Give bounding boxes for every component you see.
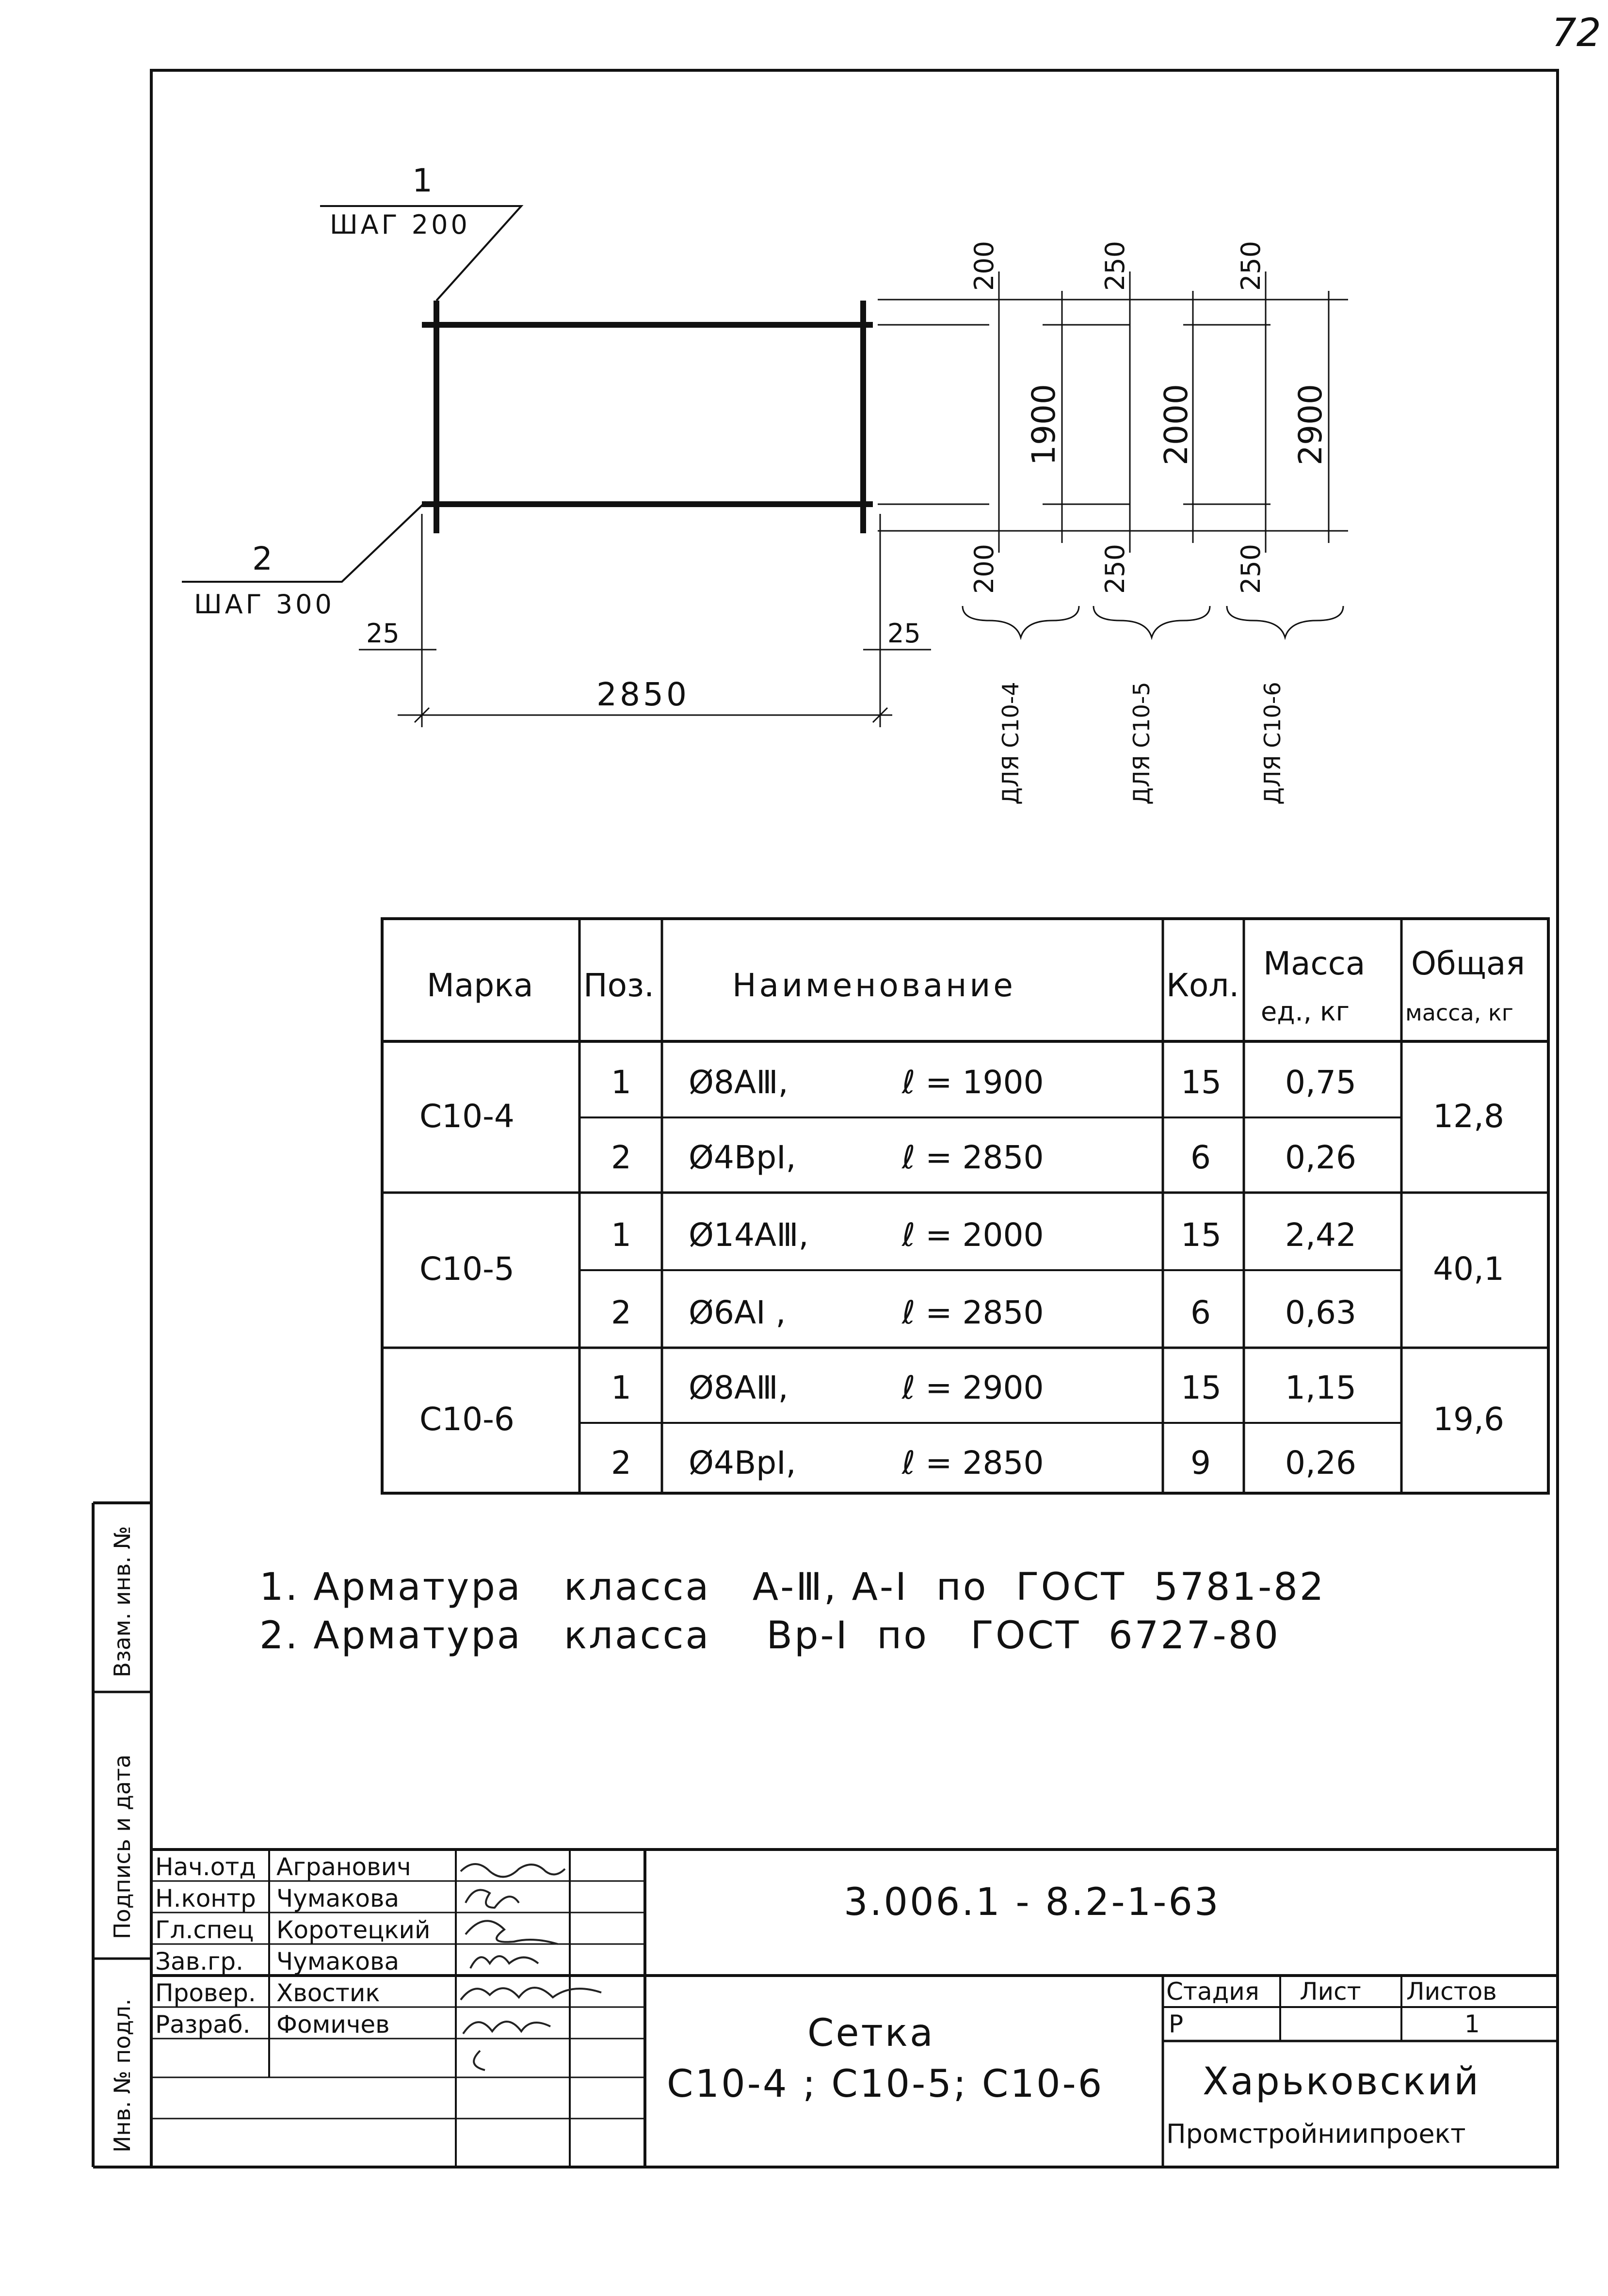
hdr-total-mass-2: масса, кг [1405, 1000, 1513, 1026]
bar2-pos: 2 [252, 540, 273, 577]
g1-r2-pos: 2 [611, 1139, 631, 1176]
g3-r2-pos: 2 [611, 1444, 631, 1482]
g3-r1-length: ℓ = 2900 [902, 1369, 1044, 1406]
title-line-1: Сетка [807, 2011, 935, 2055]
spec-table-grid [382, 919, 1548, 1493]
staff-name-1: Чумакова [276, 1884, 400, 1913]
v3-label: ДЛЯ С10-6 [1259, 682, 1286, 805]
v2-top: 250 [1100, 240, 1130, 291]
side-inv-orig: Инв. № подл. [109, 1998, 135, 2152]
bar1-pos: 1 [412, 162, 433, 199]
hdr-qty: Кол. [1166, 967, 1239, 1004]
org-line-1: Харьковский [1203, 2060, 1480, 2104]
g3-r1-qty: 15 [1181, 1369, 1222, 1406]
hdr-unit-mass-2: ед., кг [1261, 996, 1350, 1027]
hdr-pos: Поз. [583, 967, 655, 1004]
staff-name-4: Хвостик [276, 1979, 380, 2007]
g3-total: 19,6 [1433, 1401, 1504, 1438]
staff-role-2: Гл.спец [155, 1916, 254, 1944]
mesh-drawing [182, 206, 1348, 727]
g1-r1-name: Ø8АⅢ, [689, 1064, 788, 1101]
g2-r2-mass: 0,63 [1285, 1294, 1356, 1331]
note-2: 2. Арматура класса Вр-I по ГОСТ 6727-80 [259, 1614, 1280, 1658]
g2-r1-pos: 1 [611, 1216, 631, 1254]
g1-total: 12,8 [1433, 1098, 1504, 1135]
g1-r1-mass: 0,75 [1285, 1064, 1356, 1101]
v2-label: ДЛЯ С10-5 [1128, 682, 1155, 805]
staff-name-0: Агранович [276, 1853, 411, 1881]
staff-role-1: Н.контр [155, 1884, 256, 1913]
staff-role-0: Нач.отд [155, 1853, 256, 1881]
v3-mid: 2900 [1292, 384, 1329, 465]
v1-mid: 1900 [1025, 384, 1062, 465]
bar2-step: ШАГ 300 [194, 589, 335, 620]
bar1-step: ШАГ 200 [330, 209, 470, 240]
g2-r2-length: ℓ = 2850 [902, 1294, 1044, 1331]
sheets-value: 1 [1464, 2010, 1480, 2038]
g3-r2-name: Ø4ВрI, [689, 1444, 796, 1482]
g2-total: 40,1 [1433, 1250, 1504, 1288]
g1-r2-qty: 6 [1190, 1139, 1211, 1176]
g2-r1-mass: 2,42 [1285, 1216, 1356, 1254]
v1-label: ДЛЯ С10-4 [997, 682, 1024, 805]
g2-r1-qty: 15 [1181, 1216, 1222, 1254]
g3-r2-qty: 9 [1190, 1444, 1211, 1482]
dim-length: 2850 [596, 676, 690, 713]
g3-r1-name: Ø8АⅢ, [689, 1369, 788, 1406]
hdr-total-mass-1: Общая [1411, 945, 1525, 982]
v1-top: 200 [969, 240, 999, 291]
v2-bottom: 250 [1100, 543, 1130, 594]
side-sign-date: Подпись и дата [109, 1754, 135, 1939]
v3-top: 250 [1236, 240, 1266, 291]
sheet-label: Лист [1300, 1977, 1361, 2006]
v2-mid: 2000 [1158, 384, 1195, 465]
g1-r1-qty: 15 [1181, 1064, 1222, 1101]
g1-r1-pos: 1 [611, 1064, 631, 1101]
doc-code: 3.006.1 - 8.2-1-63 [844, 1881, 1221, 1924]
g3-r1-mass: 1,15 [1285, 1369, 1356, 1406]
side-replace-inv: Взам. инв. № [109, 1526, 135, 1677]
g2-r2-name: Ø6АI , [689, 1294, 786, 1331]
g2-r1-length: ℓ = 2000 [902, 1216, 1044, 1254]
staff-name-2: Коротецкий [276, 1916, 431, 1944]
hdr-unit-mass-1: Масса [1263, 945, 1366, 982]
note-1: 1. Арматура класса А-Ⅲ, А-I по ГОСТ 5781-82 [259, 1565, 1326, 1609]
v1-bottom: 200 [969, 543, 999, 594]
title-line-2: С10-4 ; С10-5; С10-6 [667, 2062, 1104, 2106]
g1-r2-mass: 0,26 [1285, 1139, 1356, 1176]
g3-mark: С10-6 [419, 1401, 515, 1438]
staff-name-5: Фомичев [276, 2010, 390, 2039]
page-number: 72 [1552, 10, 1601, 55]
g1-r2-name: Ø4ВрI, [689, 1139, 796, 1176]
staff-name-3: Чумакова [276, 1947, 400, 1976]
staff-role-5: Разраб. [155, 2010, 251, 2039]
g1-r1-length: ℓ = 1900 [902, 1064, 1044, 1101]
dim-edge-left: 25 [366, 618, 400, 649]
g1-mark: С10-4 [419, 1098, 515, 1135]
g3-r1-pos: 1 [611, 1369, 631, 1406]
org-line-2: Промстройниипроект [1166, 2119, 1466, 2149]
hdr-name: Наименование [732, 967, 1016, 1004]
g1-r2-length: ℓ = 2850 [902, 1139, 1044, 1176]
v3-bottom: 250 [1236, 543, 1266, 594]
g2-r1-name: Ø14АⅢ, [689, 1216, 809, 1254]
staff-role-3: Зав.гр. [155, 1947, 243, 1976]
g2-mark: С10-5 [419, 1250, 515, 1288]
g2-r2-qty: 6 [1190, 1294, 1211, 1331]
g3-r2-mass: 0,26 [1285, 1444, 1356, 1482]
g2-r2-pos: 2 [611, 1294, 631, 1331]
g3-r2-length: ℓ = 2850 [902, 1444, 1044, 1482]
dim-edge-right: 25 [887, 618, 921, 649]
staff-role-4: Провер. [155, 1979, 256, 2007]
sheets-label: Листов [1406, 1977, 1497, 2006]
stage-label: Стадия [1166, 1977, 1259, 2006]
stage-value: Р [1169, 2010, 1184, 2038]
hdr-mark: Марка [427, 967, 533, 1004]
